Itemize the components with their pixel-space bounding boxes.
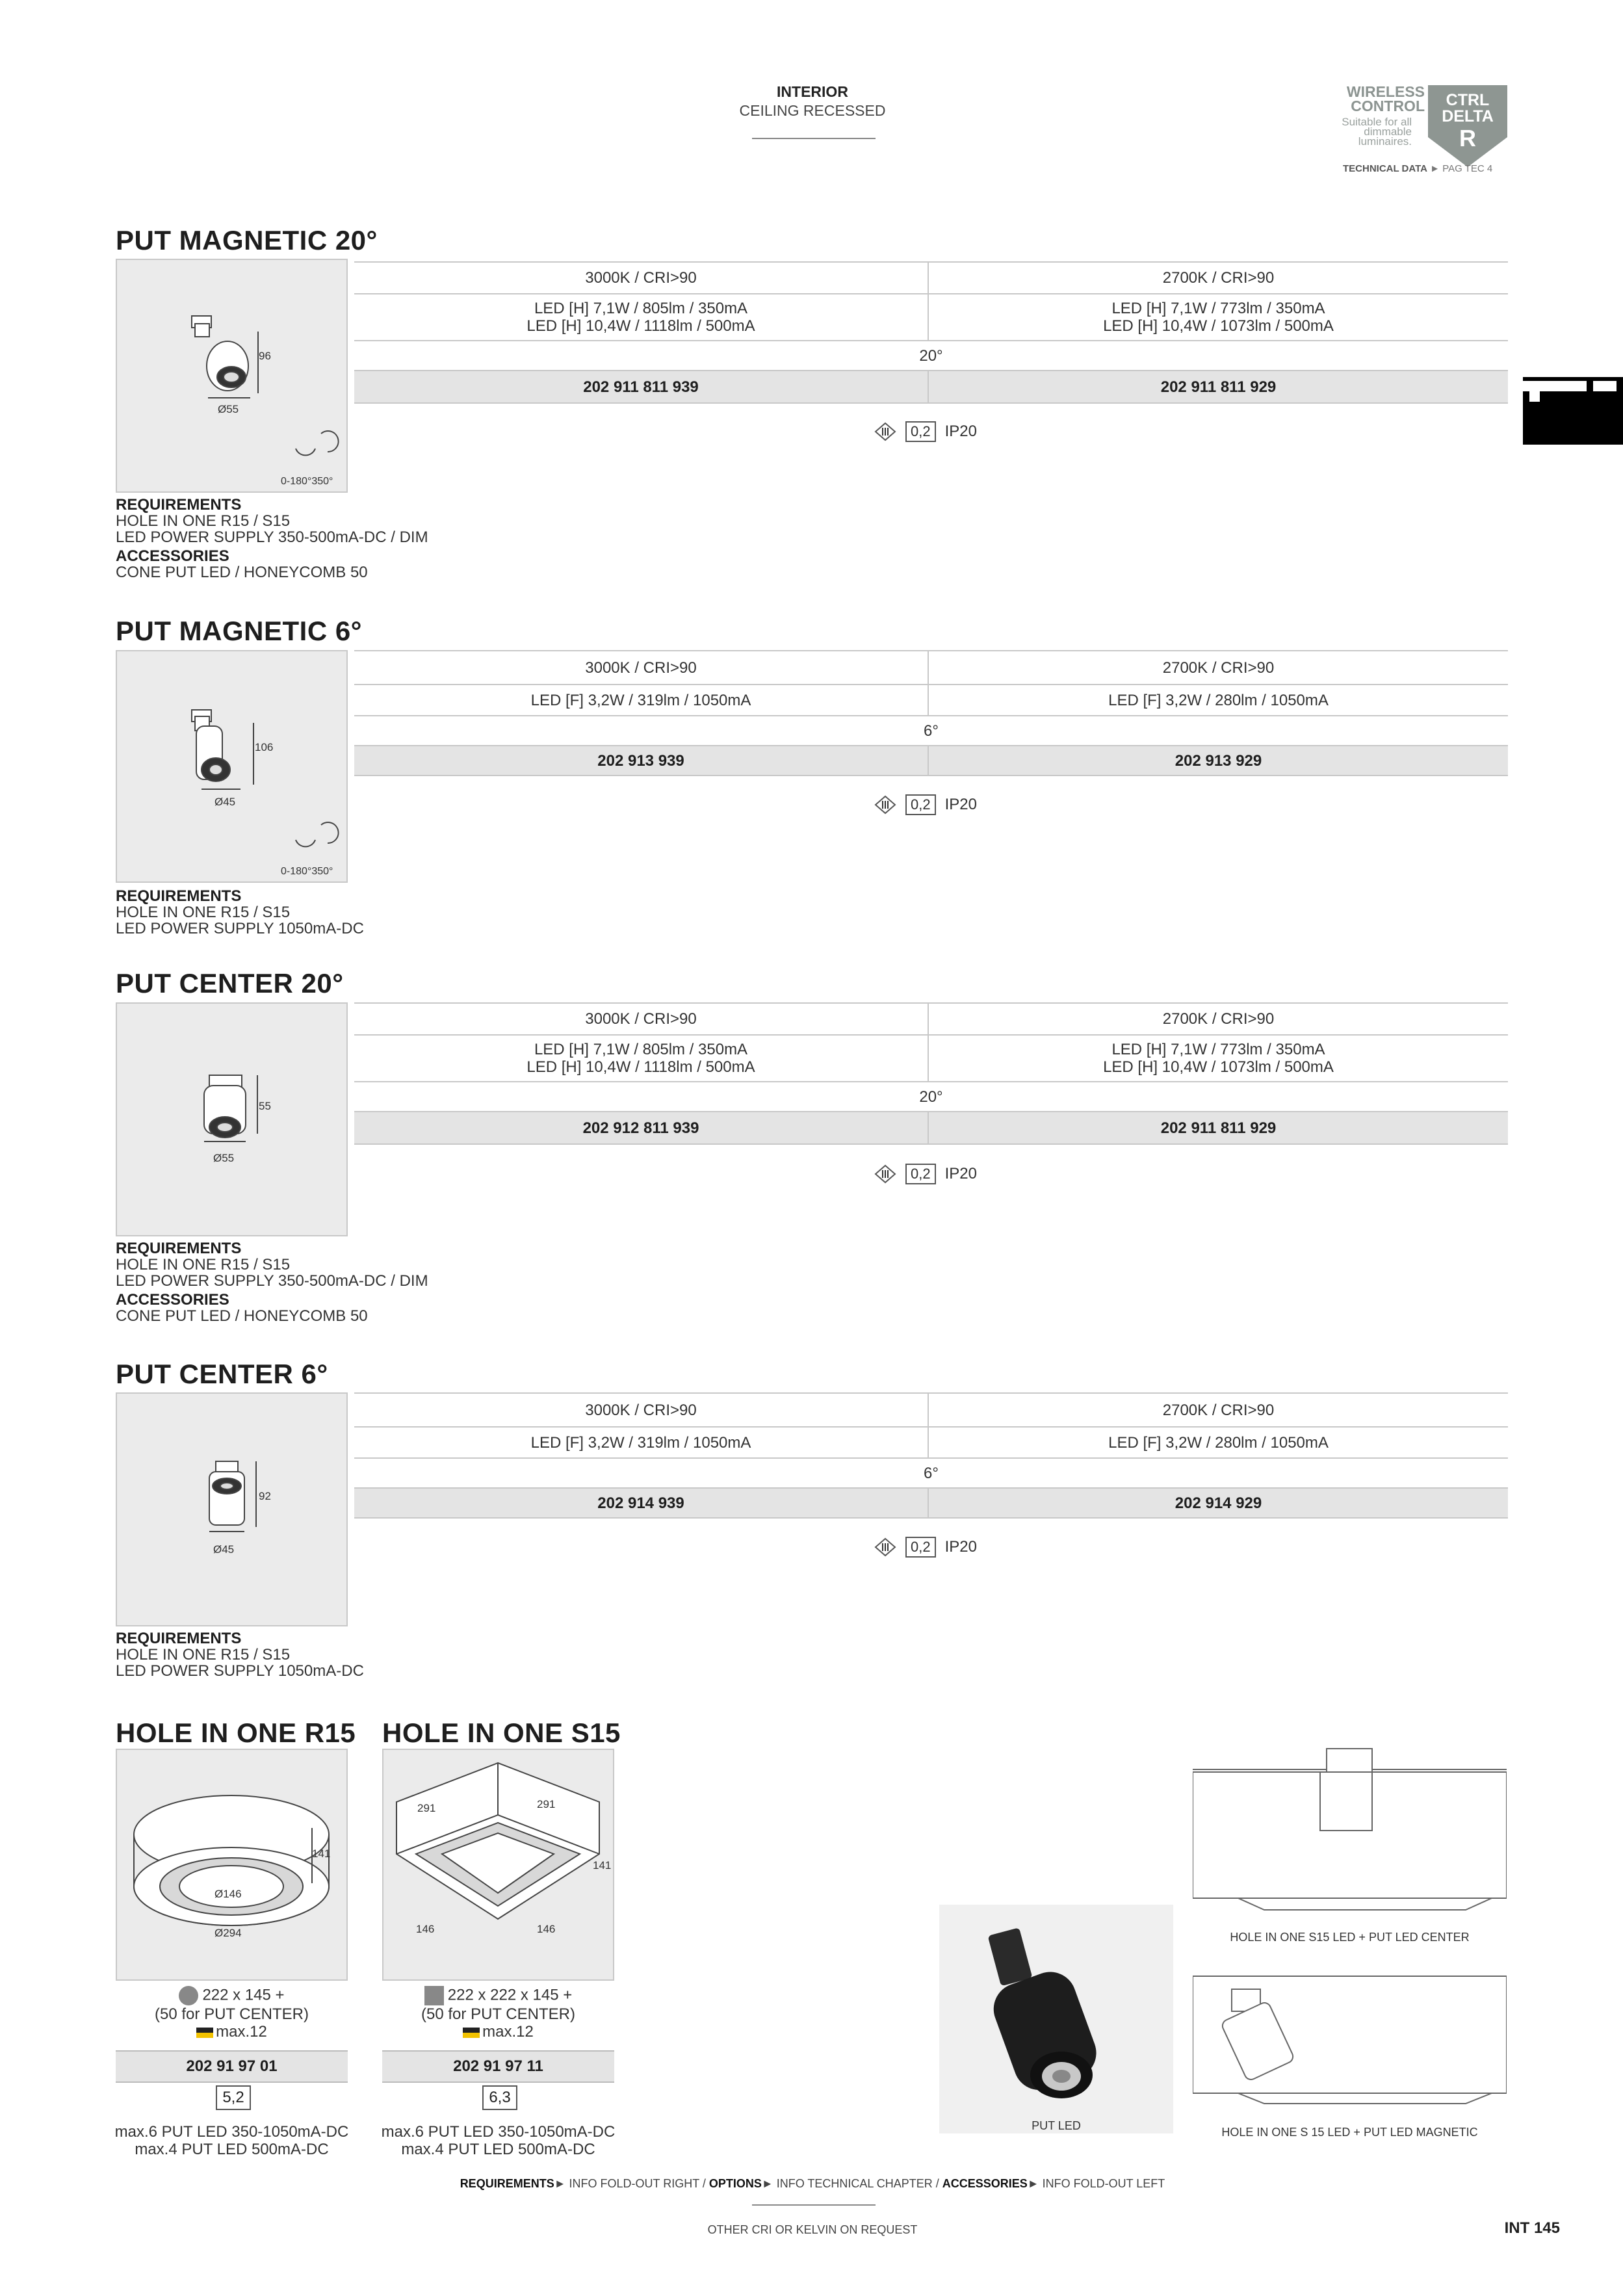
shield-line2: DELTA bbox=[1442, 107, 1494, 125]
section-title: PUT MAGNETIC 20° bbox=[116, 225, 378, 255]
height-dimension: 141 bbox=[312, 1847, 331, 1860]
ip-rating: IP20 bbox=[944, 1538, 977, 1556]
col1-led: LED [F] 3,2W / 319lm / 1050mA bbox=[354, 1427, 928, 1458]
max-load-icon bbox=[196, 2028, 213, 2038]
spec-table bbox=[354, 1392, 1508, 1519]
dimmable-icon bbox=[874, 1537, 896, 1557]
installation-magnetic-diagram bbox=[1193, 1970, 1507, 2113]
product-code-2700k: 202 911 811 929 bbox=[928, 371, 1508, 403]
footer-legend: REQUIREMENTS► INFO FOLD-OUT RIGHT / OPTIONS► INFO TECHNICAL CHAPTER / ACCESSORIES► INFO FOLD-OUT LEFT bbox=[460, 2177, 1165, 2190]
height-dimension: 55 bbox=[259, 1100, 271, 1112]
shield-line1: CTRL bbox=[1446, 91, 1490, 109]
ceiling-cut-icon bbox=[179, 1986, 198, 2005]
shield-letter: R bbox=[1459, 125, 1476, 151]
section-title: HOLE IN ONE S15 bbox=[382, 1717, 621, 1748]
dimmable-icon bbox=[874, 795, 896, 815]
product-code-3000k: 202 912 811 939 bbox=[354, 1112, 928, 1144]
product-code-3000k: 202 911 811 939 bbox=[354, 371, 928, 403]
fixture-drawing-icon bbox=[117, 1394, 346, 1625]
beam-angle: 20° bbox=[354, 1082, 1508, 1112]
section-drawing-magnetic bbox=[1193, 1970, 1507, 2139]
requirements-block: REQUIREMENTS HOLE IN ONE R15 / S15 LED POWER SUPPLY 1050mA-DC bbox=[116, 1630, 364, 1680]
wireless-note: Suitable for all dimmable luminaires. bbox=[1342, 116, 1412, 148]
col1-led: LED [F] 3,2W / 319lm / 1050mA bbox=[354, 685, 928, 716]
shield-icon bbox=[1428, 85, 1507, 167]
hole-r15-code: 202 91 97 01 bbox=[116, 2050, 348, 2083]
section-drawing-center bbox=[1193, 1742, 1507, 1944]
spec-table bbox=[354, 261, 1508, 404]
diameter-dimension: Ø45 bbox=[213, 1543, 235, 1556]
tech-label: TECHNICAL DATA bbox=[1343, 163, 1427, 174]
hole-depth-dimension: 146 bbox=[537, 1923, 556, 1935]
fixture-drawing-icon bbox=[117, 651, 346, 881]
category-subtitle: CEILING RECESSED bbox=[739, 102, 886, 119]
col1-head: 3000K / CRI>90 bbox=[354, 1393, 928, 1427]
height-dimension: 96 bbox=[259, 350, 271, 362]
height-dimension: 92 bbox=[259, 1490, 271, 1502]
footer-divider bbox=[752, 2204, 876, 2206]
section-title: PUT CENTER 20° bbox=[116, 968, 344, 998]
rating-line bbox=[874, 1537, 977, 1558]
depth-dimension: 291 bbox=[537, 1798, 556, 1810]
product-code-2700k: 202 913 929 bbox=[928, 746, 1508, 776]
put-led-photo bbox=[939, 1905, 1173, 2119]
product-drawing bbox=[116, 1392, 348, 1626]
hole-s15-drawing bbox=[382, 1749, 614, 1981]
width-dimension: 291 bbox=[417, 1802, 436, 1814]
product-code-2700k: 202 911 811 929 bbox=[928, 1112, 1508, 1144]
rotation-dimension: 0-180°350° bbox=[281, 866, 333, 877]
ip-rating: IP20 bbox=[944, 796, 977, 813]
rotation-dimension: 0-180°350° bbox=[281, 476, 333, 487]
col1-head: 3000K / CRI>90 bbox=[354, 651, 928, 685]
wireless-line1: WIRELESS bbox=[1346, 83, 1425, 100]
header-divider bbox=[752, 138, 876, 139]
triangle-icon: ► bbox=[761, 2177, 773, 2190]
dimmable-icon bbox=[874, 422, 896, 441]
outer-diameter: Ø294 bbox=[214, 1927, 242, 1939]
rating-line bbox=[874, 1164, 977, 1184]
hole-s15-code: 202 91 97 11 bbox=[382, 2050, 614, 2083]
product-code-2700k: 202 914 929 bbox=[928, 1488, 1508, 1518]
wireless-control-label bbox=[1340, 85, 1425, 113]
col2-head: 2700K / CRI>90 bbox=[928, 651, 1508, 685]
hole-width-dimension: 146 bbox=[416, 1923, 435, 1935]
requirements-block: REQUIREMENTS HOLE IN ONE R15 / S15 LED POWER SUPPLY 350-500mA-DC / DIM ACCESSORIES CONE PUT LED / HONEYCOMB 50 bbox=[116, 1240, 428, 1325]
beam-angle: 6° bbox=[354, 716, 1508, 746]
col2-led: LED [F] 3,2W / 280lm / 1050mA bbox=[928, 1427, 1508, 1458]
col1-head: 3000K / CRI>90 bbox=[354, 262, 928, 294]
col1-led: LED [H] 7,1W / 805lm / 350mA LED [H] 10,4W / 1118lm / 500mA bbox=[354, 294, 928, 341]
weight-box: 0,2 bbox=[905, 794, 936, 815]
spec-table bbox=[354, 1002, 1508, 1145]
product-code-3000k: 202 914 939 bbox=[354, 1488, 928, 1518]
height-dimension: 106 bbox=[255, 741, 274, 753]
triangle-icon: ► bbox=[1430, 163, 1440, 174]
page-number: INT 145 bbox=[1504, 2219, 1560, 2237]
hole-s15-capacity: max.6 PUT LED 350-1050mA-DC max.4 PUT LED 500mA-DC bbox=[381, 2123, 616, 2158]
hole-r15-capacity: max.6 PUT LED 350-1050mA-DC max.4 PUT LED 500mA-DC bbox=[114, 2123, 349, 2158]
beam-angle: 6° bbox=[354, 1458, 1508, 1488]
section-title: PUT CENTER 6° bbox=[116, 1359, 328, 1389]
wireless-line2: CONTROL bbox=[1351, 98, 1425, 114]
rating-line bbox=[874, 421, 977, 442]
product-drawing bbox=[116, 1002, 348, 1236]
category-title: INTERIOR bbox=[777, 83, 848, 100]
drawing-caption: HOLE IN ONE S15 LED + PUT LED CENTER bbox=[1230, 1931, 1470, 1944]
round-housing-icon bbox=[117, 1750, 346, 1979]
height-dimension: 141 bbox=[593, 1859, 612, 1872]
diameter-dimension: Ø55 bbox=[213, 1152, 235, 1164]
weight-box: 0,2 bbox=[905, 1537, 936, 1558]
col1-head: 3000K / CRI>90 bbox=[354, 1003, 928, 1035]
col1-led: LED [H] 7,1W / 805lm / 350mA LED [H] 10,4W / 1118lm / 500mA bbox=[354, 1035, 928, 1082]
beam-angle: 20° bbox=[354, 341, 1508, 371]
product-drawing bbox=[116, 650, 348, 883]
installation-center-diagram bbox=[1193, 1742, 1507, 1918]
col2-led: LED [F] 3,2W / 280lm / 1050mA bbox=[928, 685, 1508, 716]
hole-s15-box: 6,3 bbox=[482, 2085, 517, 2110]
col2-head: 2700K / CRI>90 bbox=[928, 262, 1508, 294]
diameter-dimension: Ø55 bbox=[218, 403, 239, 415]
ip-rating: IP20 bbox=[944, 1165, 977, 1182]
photo-caption: PUT LED bbox=[1032, 2119, 1081, 2132]
fixture-drawing-icon bbox=[117, 260, 346, 491]
max-load-icon bbox=[463, 2028, 480, 2038]
rating-line bbox=[874, 794, 977, 815]
section-title: HOLE IN ONE R15 bbox=[116, 1717, 356, 1748]
col2-led: LED [H] 7,1W / 773lm / 350mA LED [H] 10,4W / 1073lm / 500mA bbox=[928, 1035, 1508, 1082]
drawing-caption: HOLE IN ONE S 15 LED + PUT LED MAGNETIC bbox=[1221, 2126, 1478, 2139]
ip-rating: IP20 bbox=[944, 423, 977, 440]
ceiling-cut-icon bbox=[424, 1986, 444, 2005]
hole-s15-info: 222 x 222 x 145 + (50 for PUT CENTER) max.12 bbox=[421, 1986, 575, 2041]
hole-r15-info: 222 x 145 + (50 for PUT CENTER) max.12 bbox=[155, 1986, 309, 2041]
requirements-block: REQUIREMENTS HOLE IN ONE R15 / S15 LED POWER SUPPLY 350-500mA-DC / DIM ACCESSORIES CONE PUT LED / HONEYCOMB 50 bbox=[116, 496, 428, 581]
triangle-icon: ► bbox=[554, 2177, 566, 2190]
weight-box: 0,2 bbox=[905, 421, 936, 442]
fixture-drawing-icon bbox=[117, 1004, 346, 1235]
diameter-dimension: Ø45 bbox=[214, 796, 236, 808]
triangle-icon: ► bbox=[1027, 2177, 1039, 2190]
section-title: PUT MAGNETIC 6° bbox=[116, 616, 362, 646]
requirements-block: REQUIREMENTS HOLE IN ONE R15 / S15 LED POWER SUPPLY 1050mA-DC bbox=[116, 887, 364, 937]
col2-led: LED [H] 7,1W / 773lm / 350mA LED [H] 10,4W / 1073lm / 500mA bbox=[928, 294, 1508, 341]
chapter-tab-marker bbox=[1523, 377, 1623, 445]
col2-head: 2700K / CRI>90 bbox=[928, 1393, 1508, 1427]
weight-box: 0,2 bbox=[905, 1164, 936, 1184]
technical-data-link[interactable] bbox=[1343, 163, 1512, 174]
square-housing-icon bbox=[383, 1750, 613, 1979]
ctrl-delta-shield bbox=[1428, 85, 1507, 167]
inner-diameter: Ø146 bbox=[214, 1888, 242, 1900]
product-drawing bbox=[116, 259, 348, 493]
dimmable-icon bbox=[874, 1164, 896, 1184]
hole-r15-drawing bbox=[116, 1749, 348, 1981]
footer-note: OTHER CRI OR KELVIN ON REQUEST bbox=[707, 2223, 918, 2236]
product-code-3000k: 202 913 939 bbox=[354, 746, 928, 776]
product-photo bbox=[939, 1905, 1173, 2133]
col2-head: 2700K / CRI>90 bbox=[928, 1003, 1508, 1035]
hole-r15-box: 5,2 bbox=[216, 2085, 251, 2110]
tech-page: PAG TEC 4 bbox=[1442, 163, 1493, 174]
spec-table bbox=[354, 650, 1508, 776]
